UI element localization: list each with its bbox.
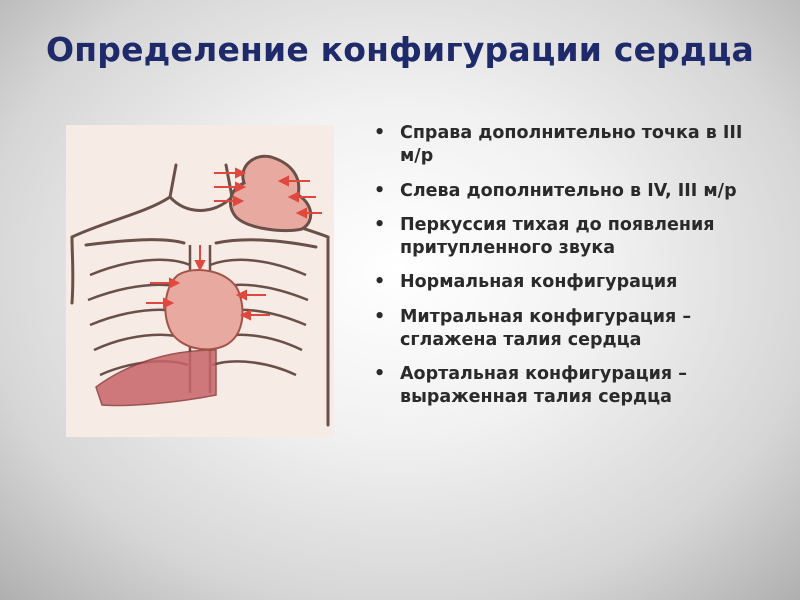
bullet-marker: • xyxy=(374,214,386,235)
bullet-text: Митральная конфигурация – сглажена талия сердца xyxy=(400,306,692,350)
bullet-item xyxy=(372,306,762,353)
bullet-item xyxy=(372,271,762,294)
bullet-marker: • xyxy=(374,123,386,143)
bullet-text: Аортальная конфигурация – выраженная талия сердца xyxy=(400,364,687,408)
bullet-text: Слева дополнительно в IV, III м/р xyxy=(400,180,737,201)
bullet-item xyxy=(372,363,762,410)
bullet-item xyxy=(372,122,762,169)
bullet-text: Перкуссия тихая до появления притупленного звука xyxy=(400,214,715,259)
liver-region xyxy=(96,350,216,406)
bullet-item xyxy=(372,180,762,203)
bullet-marker: • xyxy=(374,180,386,201)
slide-title: Определение конфигурации сердца xyxy=(46,30,754,69)
bullet-marker: • xyxy=(374,272,386,293)
bullet-list xyxy=(372,122,762,421)
bullet-marker: • xyxy=(374,364,386,385)
bullet-item xyxy=(372,214,762,261)
bullet-text: Нормальная конфигурация xyxy=(400,272,678,293)
chest-percussion-diagram xyxy=(66,125,334,437)
bullet-marker: • xyxy=(374,306,386,327)
chest-percussion-illustration xyxy=(66,125,334,437)
bullet-text: Справа дополнительно точка в III м/р xyxy=(400,123,743,167)
